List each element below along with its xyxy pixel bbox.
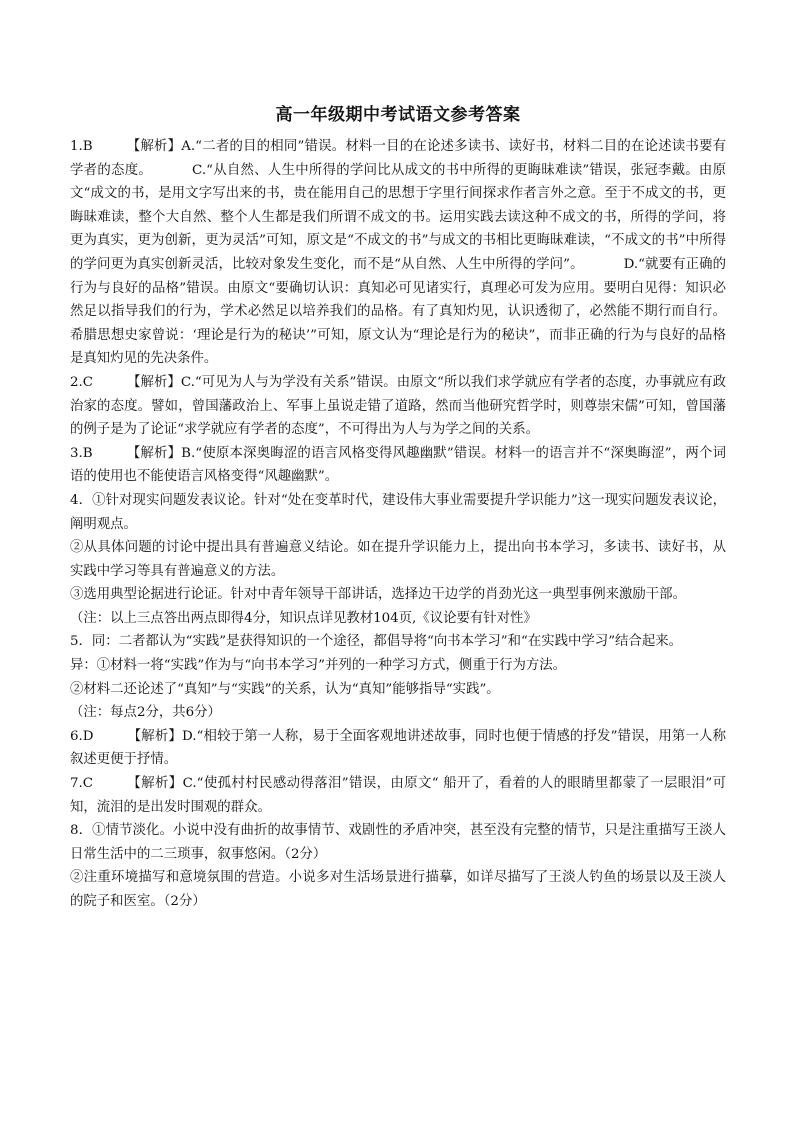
answer-4-point-2: ②从具体问题的讨论中提出具有普遍意义结论。如在提升学识能力上，提出向书本学习，多读书、读好书，从实践中学习等具有普遍意义的方法。 [70,540,726,579]
answer-4-point-3: ③选用典型论据进行论证。针对中青年领导干部讲话，选择边干边学的肖劲光这一典型事例来激励干部。 [70,587,686,603]
answer-1-number: 1.B [70,139,93,154]
answer-7 [70,772,726,819]
answer-4-note: （注：以上三点答出两点即得4分，知识点详见教材104页,《议论要有针对性》 [70,610,537,626]
answer-7-text: 【解析】C.“使孤村村民感动得落泪”错误，由原文“ 船开了，看着的人的眼睛里都蒙了一层眼泪”可知，流泪的是出发时围观的群众。 [70,776,726,815]
answer-5-note: （注：每点2分，共6分） [70,705,221,721]
answer-3-text: 【解析】B.“使原本深奥晦涩的语言风格变得风趣幽默”错误。材料一的语言并不“深奥晦涩”，两个词语的使用也不能使语言风格变得“风趣幽默”。 [70,445,726,485]
answer-1 [70,135,726,371]
answer-2-number: 2.C [70,374,94,390]
answer-5-diff-1: 异：①材料一将“实践”作为与“向书本学习”并列的一种学习方式，侧重于行为方法。 [70,658,567,674]
answer-6 [70,725,726,772]
answer-2 [70,371,726,442]
answer-1-part-a: 【解析】A.“二者的目的相同”错误。材料一目的在论述多读书、读好书，材料二目的在论述读书要有学者的态度。 [70,139,726,178]
answer-6-text: 【解析】D.“相较于第一人称，易于全面客观地讲述故事，同时也便于情感的抒发”错误，用第一人称叙述更便于抒情。 [70,728,726,768]
answer-3 [70,442,726,489]
answer-8-point-2: ②注重环境描写和意境氛围的营造。小说多对生活场景进行描摹，如详尽描写了王淡人钓鱼的场景以及王淡人的院子和医室。（2分） [70,870,726,909]
answer-2-text: 【解析】C.“可见为人与为学没有关系”错误。由原文“所以我们求学就应有学者的态度，办事就应有政治家的态度。譬如，曾国藩政治上、军事上虽说走错了道路，然而当他研究哲学时，则尊崇宋儒”可知，曾国藩的例子是为了论证“求学就应有学者的态度”，不可得出为人与为学之间的关系。 [70,374,726,438]
answer-5-diff-2: ②材料二还论述了“真知”与“实践”的关系，认为“真知”能够指导“实践”。 [70,681,500,697]
answer-7-number: 7.C [70,776,94,792]
answer-document [70,100,726,914]
answer-4-point-1: 4．①针对现实问题发表议论。针对“处在变革时代，建设伟大事业需要提升学识能力”这一现实问题发表议论，阐明观点。 [70,492,726,532]
answer-1-part-c: C.“从自然、人生中所得的学问比从成文的书中所得的更晦昧难读”错误，张冠李戴。由原文“成文的书，是用文字写出来的书，贵在能用自己的思想于字里行间探求作者言外之意。至于不成文的书，更晦昧难读，整个大自然、整个人生都是我们所谓不成文的书。运用实践去读这种不成文的书，所得的学问，将更为真实，更为创新，更为灵活”可知，原文是“不成文的书”与成文的书相比更晦昧难读，“不成文的书”中所得的学问更为真实创新灵活，比较对象发生变化，而不是“从自然、人生中所得的学问”。 [70,162,726,272]
answer-3-number: 3.B [70,445,93,461]
answer-6-number: 6.D [70,728,94,744]
page-title: 高一年级期中考试语文参考答案 [275,105,521,125]
answer-8-point-1: 8．①情节淡化。小说中没有曲折的故事情节、戏剧性的矛盾冲突，甚至没有完整的情节，只是注重描写王淡人日常生活中的二三琐事，叙事悠闲。（2分） [70,823,726,862]
answer-5-same: 5．同：二者都认为“实践”是获得知识的一个途径，都倡导将“向书本学习”和“在实践中学习”结合起来。 [70,634,682,650]
answer-1-part-d: D.“就要有正确的行为与良好的品格”错误。由原文“要确切认识：真知必可见诸实行，真理必可发为应用。要明白见得：知识必然足以指导我们的行为，学术必然足以培养我们的品格。有了真知灼见，认识透彻了，必然能不期行而自行。希腊思想史家曾说：‘理论是行为的秘诀’”可知，原文认为“理论是行为的秘诀”，而非正确的行为与良好的品格是真知灼见的先决条件。 [70,256,726,367]
